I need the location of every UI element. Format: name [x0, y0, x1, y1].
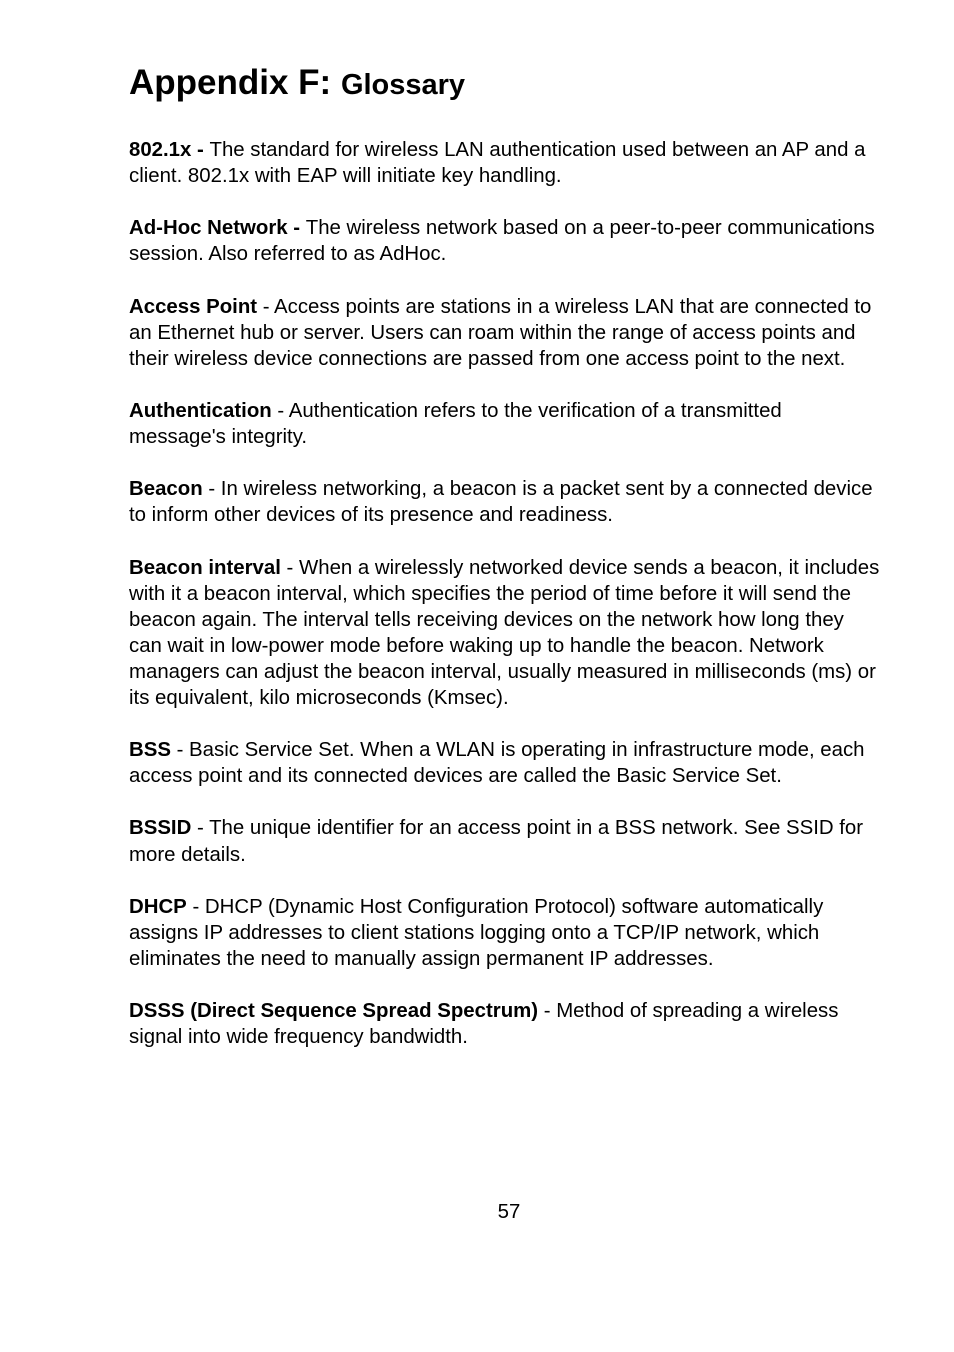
page-title: [129, 62, 881, 104]
glossary-entry-bss: [129, 737, 881, 789]
glossary-definition: - Method of spreading a wireless signal into wide frequency bandwidth.: [129, 1000, 839, 1049]
glossary-definition: - In wireless networking, a beacon is a packet sent by a connected device to inform other devices of its presence and readiness.: [129, 478, 873, 527]
glossary-term: BSSID: [129, 817, 192, 840]
glossary-entry-802-1x: [129, 137, 881, 189]
glossary-entry-bssid: [129, 815, 881, 867]
glossary-term: DHCP: [129, 895, 187, 918]
glossary-entry-ad-hoc-network: [129, 215, 881, 267]
glossary-definition: - Access points are stations in a wireless LAN that are connected to an Ethernet hub or server. Users can roam within the range of access points and their wireless device connections are passed from one access point to the next.: [129, 295, 872, 370]
glossary-entry-dhcp: [129, 894, 881, 972]
glossary-definition: The wireless network based on a peer-to-peer communications session. Also referred to as AdHoc.: [129, 217, 875, 266]
glossary-entry-authentication: [129, 398, 881, 450]
glossary-term: 802.1x -: [129, 139, 210, 161]
glossary-definition: - Basic Service Set. When a WLAN is operating in infrastructure mode, each access point and its connected devices are called the Basic Service Set.: [129, 739, 865, 788]
glossary-entry-access-point: [129, 294, 881, 372]
title-appendix: Appendix F:: [129, 63, 341, 102]
glossary-term: BSS: [129, 739, 171, 762]
glossary-definition: The standard for wireless LAN authentication used between an AP and a client. 802.1x with EAP will initiate key handling.: [129, 139, 866, 188]
document-page: [129, 62, 881, 1076]
glossary-term: Beacon: [129, 478, 203, 501]
glossary-term: Access Point: [129, 295, 258, 318]
glossary-term: DSSS (Direct Sequence Spread Spectrum): [129, 1000, 539, 1023]
glossary-entry-beacon-interval: [129, 555, 881, 712]
glossary-term: Authentication: [129, 399, 272, 422]
glossary-definition: - When a wirelessly networked device sends a beacon, it includes with it a beacon interval, which specifies the period of time before it will send the beacon again. The interval tells receiving devices on the network how long they can wait in low-power mode before waking up to handle the beacon. Network managers can adjust the beacon interval, usually measured in milliseconds (ms) or its equivalent, kilo microseconds (Kmsec).: [129, 556, 880, 709]
glossary-list: [129, 137, 881, 1050]
glossary-definition: - The unique identifier for an access point in a BSS network. See SSID for more details.: [129, 817, 864, 866]
glossary-term: Beacon interval: [129, 556, 281, 579]
glossary-entry-dsss: [129, 998, 881, 1050]
glossary-definition: - DHCP (Dynamic Host Configuration Protocol) software automatically assigns IP addresses to client stations logging onto a TCP/IP network, which eliminates the need to manually assign permanent IP addresses.: [129, 895, 824, 970]
glossary-entry-beacon: [129, 476, 881, 528]
page-number: 57: [497, 1201, 521, 1223]
glossary-definition: - Authentication refers to the verification of a transmitted message's integrity.: [129, 399, 782, 449]
glossary-term: Ad-Hoc Network -: [129, 217, 306, 240]
title-glossary: Glossary: [340, 69, 466, 101]
